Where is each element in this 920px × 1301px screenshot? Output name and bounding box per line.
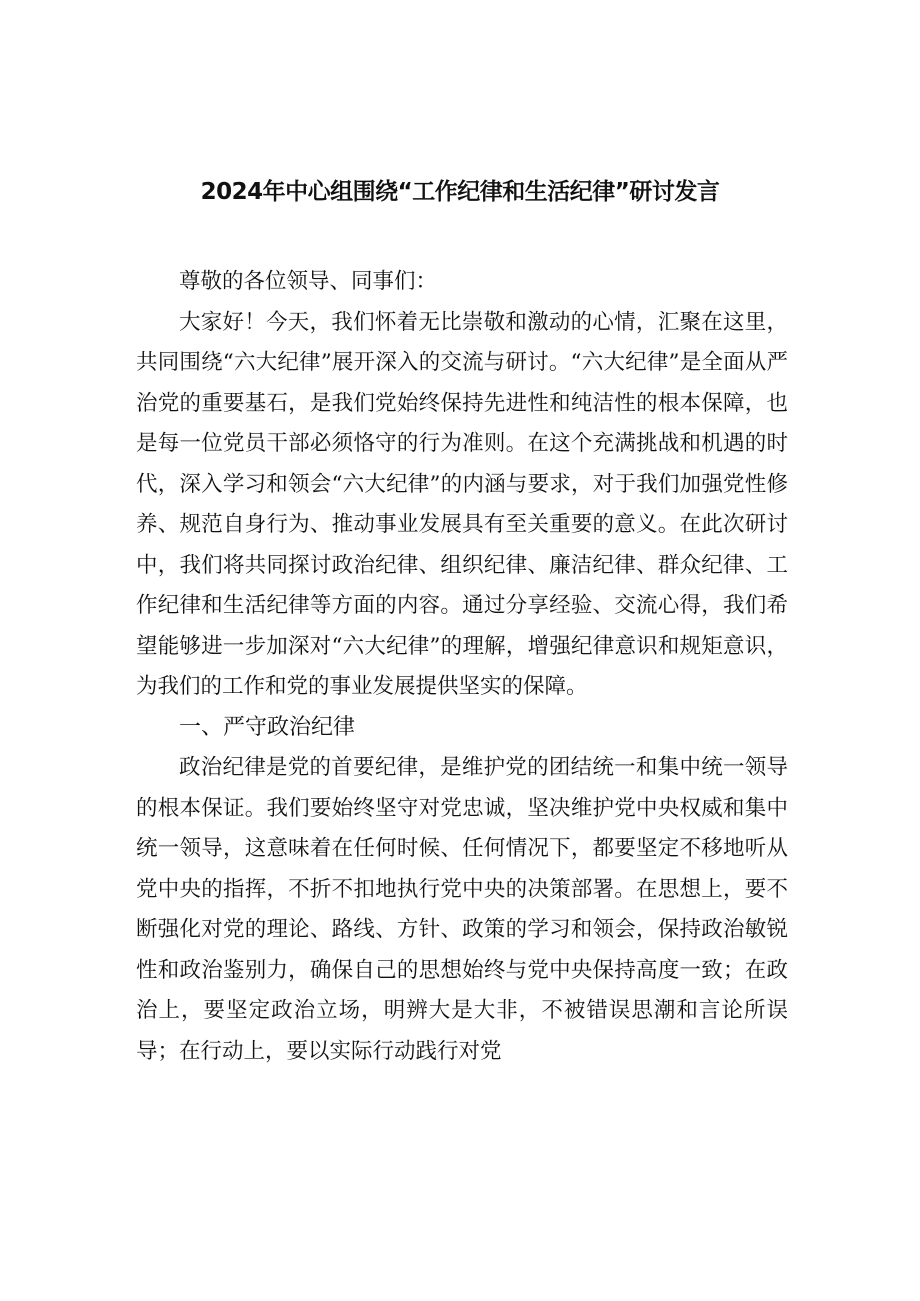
section-heading-political-discipline: 一、严守政治纪律 — [179, 714, 356, 740]
document-title: 2024年中心组围绕“工作纪律和生活纪律”研讨发言 — [200, 179, 720, 205]
salutation: 尊敬的各位领导、同事们： — [179, 269, 438, 294]
section-paragraph-political-discipline: 政治纪律是党的首要纪律，是维护党的团结统一和集中统一领导的根本保证。我们要始终坚守对党忠诚，坚决维护党中央权威和集中统一领导，这意味着在任何时候、任何情况下，都要坚定不移地听从党中央的指挥，不折不扣地执行党中央的决策部署。在思想上，要不断强化对党的理论、路线、方针、政策的学习和领会，保持政治敏锐性和政治鉴别力，确保自己的思想始终与党中央保持高度一致；在政治上，要坚定政治立场，明辨大是大非，不被错误思潮和言论所误导；在行动上，要以实际行动践行对党 — [136, 755, 788, 1064]
document-body — [136, 262, 788, 1072]
intro-paragraph: 大家好！今天，我们怀着无比崇敬和激动的心情，汇聚在这里，共同围绕“六大纪律”展开深入的交流与研讨。“六大纪律”是全面从严治党的重要基石，是我们党始终保持先进性和纯洁性的根本保障，也是每一位党员干部必须恪守的行为准则。在这个充满挑战和机遇的时代，深入学习和领会“六大纪律”的内涵与要求，对于我们加强党性修养、规范自身行为、推动事业发展具有至关重要的意义。在此次研讨中，我们将共同探讨政治纪律、组织纪律、廉洁纪律、群众纪律、工作纪律和生活纪律等方面的内容。通过分享经验、交流心得，我们希望能够进一步加深对“六大纪律”的理解，增强纪律意识和规矩意识，为我们的工作和党的事业发展提供坚实的保障。 — [136, 309, 788, 699]
